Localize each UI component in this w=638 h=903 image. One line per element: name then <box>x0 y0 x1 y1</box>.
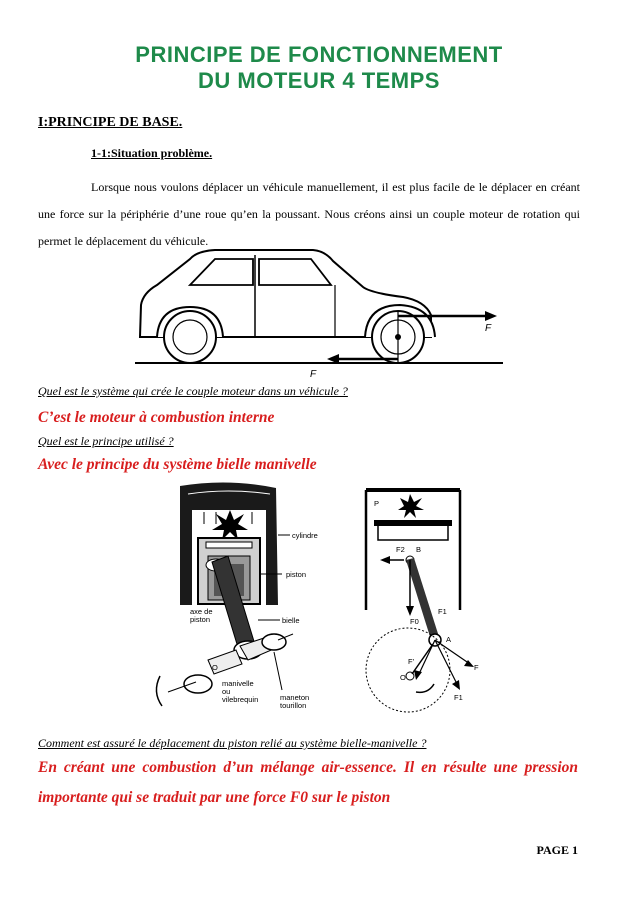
section-heading: I:PRINCIPE DE BASE. <box>38 115 183 130</box>
label-f0: F0 <box>410 617 419 626</box>
label-axe-1: axe de <box>190 607 213 616</box>
label-manivelle-2: ou <box>222 687 231 696</box>
force-label-bottom: F <box>310 369 317 380</box>
label-maneton-1: maneton <box>280 693 310 702</box>
label-f2: F2 <box>396 545 405 554</box>
intro-paragraph <box>38 174 580 255</box>
label-piston: piston <box>286 570 307 579</box>
title-line-2: DU MOTEUR 4 TEMPS <box>198 68 440 93</box>
label-b: B <box>416 545 422 554</box>
label-o-right: O <box>400 673 406 682</box>
car-figure <box>135 245 505 380</box>
title-line-1: PRINCIPE DE FONCTIONNEMENT <box>135 42 503 67</box>
answer-3: En créant une combustion d’un mélange air-essence. Il en résulte une pression importante qui se traduit par une force F0 sur le piston <box>38 759 578 806</box>
label-manivelle-3: vilebrequin <box>222 695 259 704</box>
intro-paragraph-text: Lorsque nous voulons déplacer un véhicule manuellement, il est plus facile de le déplacer en créant une force sur la périphérie d’une roue qu’en la poussant. Nous créons ainsi un couple moteur de rotation qui permet le déplacement du véhicule. <box>38 180 580 248</box>
force-label-top: F <box>485 323 492 334</box>
label-p: P <box>374 499 380 508</box>
label-o-left: O <box>212 663 218 672</box>
label-maneton-2: tourillon <box>280 701 307 710</box>
label-f1-top: F1 <box>438 607 447 616</box>
label-manivelle-1: manivelle <box>222 679 254 688</box>
label-axe-2: piston <box>190 615 211 624</box>
label-f-prime: F' <box>408 657 415 666</box>
engine-figure <box>148 480 483 735</box>
label-f: F <box>474 663 479 672</box>
label-a: A <box>446 635 452 644</box>
subsection-heading: 1-1:Situation problème. <box>91 146 213 160</box>
question-1: Quel est le système qui crée le couple moteur dans un véhicule ? <box>38 384 348 398</box>
label-bielle: bielle <box>282 616 300 625</box>
label-cylindre: cylindre <box>292 531 318 540</box>
question-3: Comment est assuré le déplacement du piston relié au système bielle-manivelle ? <box>38 736 427 750</box>
page-number: PAGE 1 <box>536 843 578 857</box>
question-2: Quel est le principe utilisé ? <box>38 434 174 448</box>
label-f1-bottom: F1 <box>454 693 463 702</box>
answer-1: C’est le moteur à combustion interne <box>38 409 275 426</box>
answer-2: Avec le principe du système bielle manivelle <box>38 456 317 473</box>
